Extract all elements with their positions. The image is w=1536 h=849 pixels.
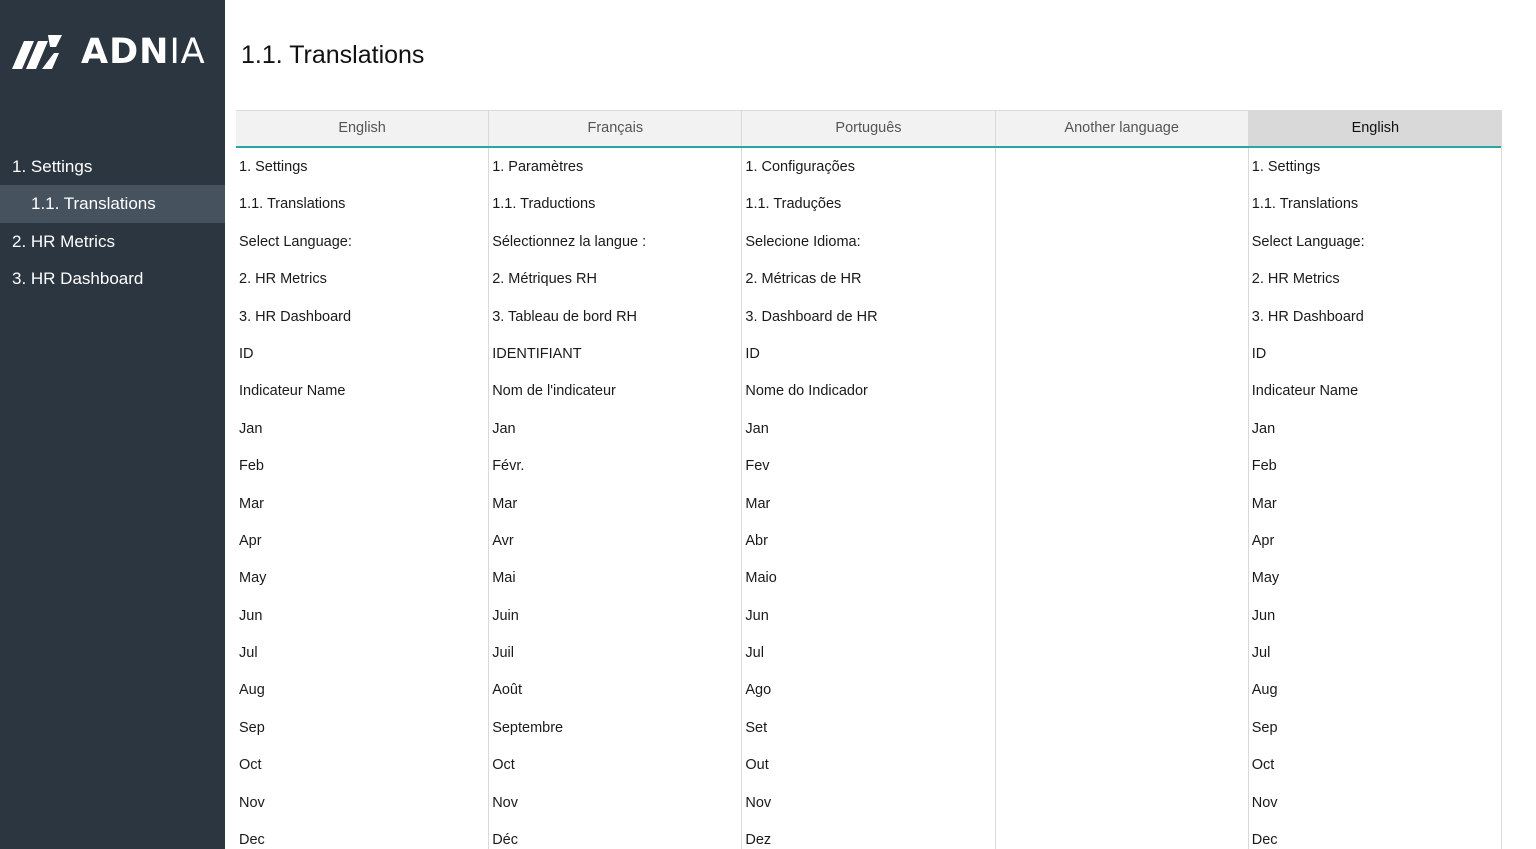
table-row (236, 784, 1502, 821)
table-cell[interactable]: Mar (489, 485, 742, 522)
table-cell[interactable]: ID (1251, 345, 1267, 362)
table-cell[interactable]: 3. HR Dashboard (236, 298, 489, 335)
table-cell[interactable]: Abr (742, 522, 995, 559)
table-cell[interactable] (996, 335, 1249, 372)
table-cell[interactable]: Nome do Indicador (742, 372, 995, 409)
table-cell[interactable]: Mar (742, 485, 995, 522)
table-cell[interactable]: 1. Configurações (742, 148, 995, 185)
table-cell[interactable] (996, 260, 1249, 297)
table-cell[interactable] (996, 447, 1249, 484)
table-cell[interactable]: Mar (236, 485, 489, 522)
logo-text-bold: ADN (81, 32, 170, 72)
table-row (236, 260, 1502, 297)
table-cell[interactable] (996, 410, 1249, 447)
table-cell[interactable]: Apr (236, 522, 489, 559)
table-cell[interactable]: Aug (236, 671, 489, 708)
table-cell[interactable]: Jul (1251, 645, 1271, 662)
sidebar-item-translations[interactable]: 1.1. Translations (0, 185, 225, 222)
table-cell[interactable]: Jul (742, 634, 995, 671)
table-row (236, 447, 1502, 484)
column-header-francais[interactable]: Français (489, 110, 742, 146)
table-cell[interactable]: ID (236, 335, 489, 372)
table-cell[interactable]: Sep (1251, 719, 1278, 736)
table-cell[interactable] (996, 559, 1249, 596)
table-row (236, 148, 1502, 185)
sidebar (0, 0, 225, 849)
table-cell[interactable] (996, 597, 1249, 634)
table-row (236, 634, 1502, 671)
table-cell[interactable]: Jan (742, 410, 995, 447)
table-cell[interactable]: Juin (489, 597, 742, 634)
table-cell[interactable]: Aug (1251, 682, 1278, 699)
sidebar-item-settings[interactable]: 1. Settings (12, 157, 93, 176)
table-cell[interactable]: Selecione Idioma: (742, 223, 995, 260)
table-cell[interactable]: 2. Métricas de HR (742, 260, 995, 297)
table-cell[interactable]: Juil (489, 634, 742, 671)
table-cell[interactable]: Ago (742, 671, 995, 708)
table-cell[interactable]: Jul (236, 634, 489, 671)
table-row (236, 597, 1502, 634)
table-cell[interactable]: Déc (489, 821, 742, 849)
table-cell[interactable]: 3. Dashboard de HR (742, 298, 995, 335)
table-cell[interactable] (996, 485, 1249, 522)
table-row (236, 709, 1502, 746)
page-title: 1.1. Translations (241, 41, 425, 69)
table-cell[interactable]: Select Language: (1251, 233, 1365, 250)
table-cell[interactable]: Jun (742, 597, 995, 634)
table-cell[interactable]: Jan (1251, 420, 1276, 437)
logo-mark-icon (12, 35, 62, 69)
table-row (236, 372, 1502, 409)
adnia-logo (12, 30, 206, 74)
table-cell[interactable]: ID (742, 335, 995, 372)
sidebar-nav (0, 148, 225, 298)
table-cell[interactable] (996, 634, 1249, 671)
table-cell[interactable] (996, 298, 1249, 335)
table-cell[interactable]: 1. Settings (1251, 159, 1321, 175)
column-header-another-language[interactable]: Another language (996, 110, 1249, 146)
table-cell[interactable]: 2. HR Metrics (236, 260, 489, 297)
table-cell[interactable]: 1.1. Traduções (742, 185, 995, 222)
table-row (236, 671, 1502, 708)
table-row (236, 185, 1502, 222)
table-cell[interactable]: Maio (742, 559, 995, 596)
table-cell[interactable]: Oct (1251, 757, 1275, 774)
table-cell[interactable]: Sep (236, 709, 489, 746)
table-cell[interactable]: 1.1. Traductions (489, 185, 742, 222)
table-cell[interactable]: 1.1. Translations (236, 185, 489, 222)
table-cell[interactable]: Févr. (489, 447, 742, 484)
table-cell[interactable]: Mai (489, 559, 742, 596)
table-cell[interactable]: Nov (742, 784, 995, 821)
table-row (236, 335, 1502, 372)
table-cell[interactable]: Indicateur Name (1251, 383, 1359, 400)
column-header-selected-language[interactable]: English (1249, 110, 1502, 146)
table-cell[interactable]: Nom de l'indicateur (489, 372, 742, 409)
table-cell[interactable]: Indicateur Name (236, 372, 489, 409)
table-cell[interactable]: Septembre (489, 709, 742, 746)
table-right-border (1501, 110, 1502, 849)
table-cell[interactable] (996, 148, 1249, 185)
table-cell[interactable]: Jun (236, 597, 489, 634)
table-cell[interactable]: 1. Paramètres (489, 148, 742, 185)
table-cell[interactable]: 3. HR Dashboard (1251, 308, 1364, 325)
table-cell[interactable]: Août (489, 671, 742, 708)
table-cell[interactable]: Oct (236, 746, 489, 783)
table-cell[interactable]: 2. Métriques RH (489, 260, 742, 297)
table-cell[interactable]: Mar (1251, 495, 1277, 512)
table-cell[interactable]: 1. Settings (236, 148, 489, 185)
column-header-portugues[interactable]: Português (742, 110, 995, 146)
table-cell[interactable]: Feb (236, 447, 489, 484)
table-row (236, 746, 1502, 783)
table-cell[interactable] (996, 746, 1249, 783)
table-top-border (236, 110, 1502, 111)
table-row (236, 559, 1502, 596)
table-cell[interactable]: Dez (742, 821, 995, 849)
table-cell[interactable]: May (1251, 570, 1280, 587)
table-cell[interactable] (996, 671, 1249, 708)
sidebar-item-hr-metrics[interactable]: 2. HR Metrics (12, 231, 115, 251)
table-cell[interactable] (996, 185, 1249, 222)
table-row (236, 522, 1502, 559)
table-cell[interactable]: Sélectionnez la langue : (489, 223, 742, 260)
table-cell[interactable] (996, 522, 1249, 559)
table-body (236, 148, 1502, 849)
table-cell[interactable]: 3. Tableau de bord RH (489, 298, 742, 335)
table-cell[interactable]: 1.1. Translations (1251, 196, 1359, 213)
table-cell[interactable]: 2. HR Metrics (1251, 271, 1340, 288)
table-cell[interactable] (996, 223, 1249, 260)
table-row (236, 410, 1502, 447)
table-cell[interactable]: Set (742, 709, 995, 746)
table-cell[interactable] (996, 709, 1249, 746)
table-cell[interactable]: May (236, 559, 489, 596)
table-row (236, 485, 1502, 522)
table-cell[interactable]: Feb (1251, 458, 1277, 475)
table-cell[interactable]: Jan (489, 410, 742, 447)
sidebar-item-hr-dashboard[interactable]: 3. HR Dashboard (12, 269, 144, 289)
column-header-english[interactable]: English (236, 110, 489, 146)
table-cell[interactable]: Jan (236, 410, 489, 447)
table-cell[interactable] (996, 372, 1249, 409)
table-cell[interactable]: Nov (1251, 794, 1278, 811)
table-cell[interactable] (996, 784, 1249, 821)
table-row (236, 298, 1502, 335)
table-cell[interactable]: IDENTIFIANT (489, 335, 742, 372)
table-cell[interactable]: Apr (1251, 532, 1275, 549)
table-cell[interactable]: Avr (489, 522, 742, 559)
table-cell[interactable]: Dec (1251, 832, 1278, 849)
table-row (236, 223, 1502, 260)
logo-text-thin: IA (169, 32, 206, 72)
table-cell[interactable]: Nov (489, 784, 742, 821)
table-cell[interactable]: Nov (236, 784, 489, 821)
table-row (236, 821, 1502, 849)
translations-table (236, 110, 1502, 849)
table-header-row (236, 110, 1502, 148)
table-cell[interactable]: Select Language: (236, 223, 489, 260)
table-cell[interactable]: Fev (742, 447, 995, 484)
table-cell[interactable]: Dec (236, 821, 489, 849)
table-cell[interactable]: Oct (489, 746, 742, 783)
logo-text (81, 30, 206, 74)
table-cell[interactable]: Out (742, 746, 995, 783)
table-cell[interactable]: Jun (1251, 607, 1276, 624)
table-cell[interactable] (996, 821, 1249, 849)
